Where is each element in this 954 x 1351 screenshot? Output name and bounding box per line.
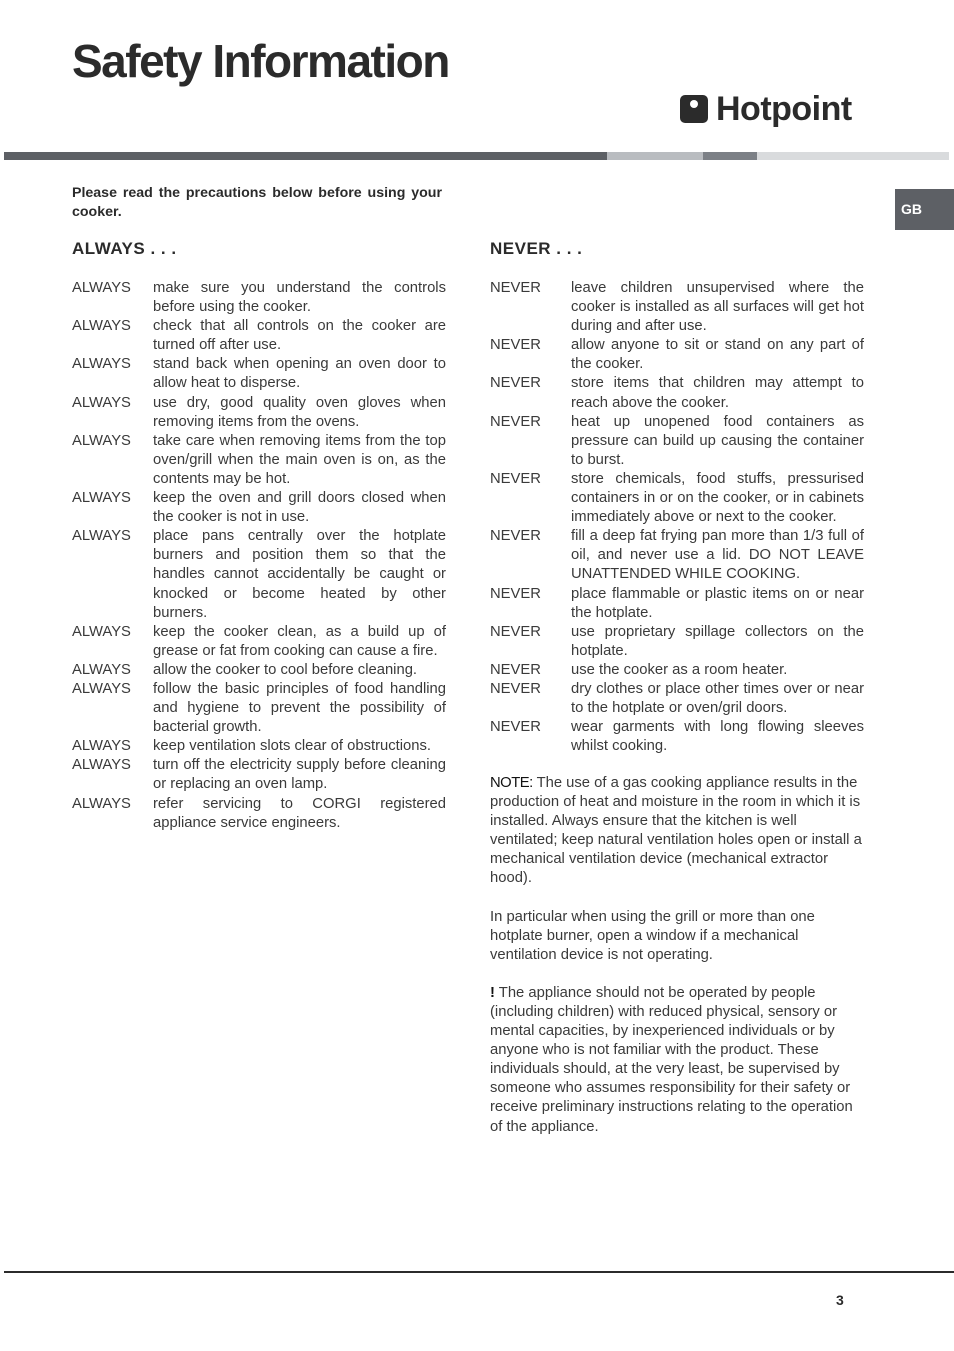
always-rule [72,317,446,355]
rule-keyword: ALWAYS [72,490,131,507]
never-rule [490,585,864,623]
rule-keyword: NEVER [490,528,541,545]
always-rule [72,355,446,393]
intro-text: Please read the precautions below before using your cooker. [72,185,442,220]
brand-name: Hotpoint [716,90,852,128]
note-label: NOTE: [490,775,533,791]
hotpoint-logo [680,92,852,126]
rule-text: wear garments with long flowing sleeves whilst cooking. [571,719,864,755]
rule-text: place flammable or plastic items on or near the hotplate. [571,585,864,621]
never-rule [490,336,864,374]
rule-text: allow the cooker to cool before cleaning. [153,661,418,678]
warning-text: The appliance should not be operated by people (including children) with reduced physical, sensory or mental capacities, by inexperienced individuals or by anyone who is not familiar with the product. These individuals should, at the very least, be supervised by someone who assumes responsibility for their safety or receive preliminary instructions relating to the operation of the appliance. [490,984,853,1135]
rule-keyword: ALWAYS [72,394,131,411]
rule-keyword: NEVER [490,280,541,296]
never-rule [490,661,864,680]
rule-text: keep the oven and grill doors closed when the cooker is not in use. [153,490,446,526]
rule-text: place pans centrally over the hotplate burners and position them so that the handles cannot accidentally be caught or knocked or become heated by other burners. [153,528,446,621]
header-divider-bar [757,152,949,160]
never-rule [490,374,864,412]
always-rule [72,623,446,661]
rule-text: allow anyone to sit or stand on any part of the cooker. [571,337,864,373]
rule-keyword: NEVER [490,661,541,678]
footer-divider [4,1271,954,1273]
rule-keyword: NEVER [490,680,541,697]
hotpoint-logo-icon [680,95,708,123]
warning-icon: ! [490,984,495,1001]
rule-text: fill a deep fat frying pan more than 1/3 full of oil, and never use a lid. DO NOT LEAVE UNATTENDED WHILE COOKING. [571,528,864,583]
always-rule [72,737,446,756]
never-rule [490,413,864,470]
never-list [490,279,864,756]
rule-keyword: ALWAYS [72,680,131,697]
rule-text: take care when removing items from the top oven/grill when the main oven is on, as the contents may be hot. [153,432,446,487]
page-title: Safety Information [72,35,449,87]
rule-text: check that all controls on the cooker are turned off after use. [153,318,446,354]
rule-keyword: ALWAYS [72,528,131,545]
rule-text: store items that children may attempt to reach above the cooker. [571,375,864,411]
never-rule [490,623,864,661]
ventilation-note [490,774,862,889]
rule-text: stand back when opening an oven door to allow heat to disperse. [153,356,446,392]
never-rule [490,279,864,336]
rule-keyword: NEVER [490,719,541,736]
rule-text: follow the basic principles of food handling and hygiene to prevent the possibility of bacterial growth. [153,680,446,736]
rule-keyword: NEVER [490,413,541,430]
note-text: The use of a gas cooking appliance results in the production of heat and moisture in the room in which it is installed. Always ensure that the kitchen is well ventilated; keep natural ventilation holes open or install a mechanical ventilation device (mechanical extractor hood). [490,775,862,887]
never-rule [490,718,864,756]
rule-text: use dry, good quality oven gloves when removing items from the ovens. [153,394,446,430]
rule-keyword: ALWAYS [72,738,131,755]
rule-text: use proprietary spillage collectors on the hotplate. [571,623,864,659]
page-number: 3 [836,1292,844,1308]
rule-keyword: ALWAYS [72,661,131,678]
rule-keyword: NEVER [490,337,541,354]
rule-keyword: NEVER [490,375,541,392]
rule-keyword: ALWAYS [72,432,131,449]
always-rule [72,394,446,432]
rule-keyword: NEVER [490,623,541,640]
language-tab-gb: GB [895,189,954,230]
rule-keyword: NEVER [490,470,541,487]
rule-text: make sure you understand the controls before using the cooker. [153,280,446,316]
rule-keyword: ALWAYS [72,280,131,296]
rule-keyword: ALWAYS [72,623,131,640]
rule-keyword: ALWAYS [72,318,131,335]
rule-text: store chemicals, food stuffs, pressurised containers in or on the cooker, or in cabinets immediately above or next to the cooker. [571,470,864,526]
always-rule [72,489,446,527]
rule-keyword: ALWAYS [72,356,131,373]
rule-keyword: ALWAYS [72,795,131,812]
never-rule [490,470,864,527]
rule-text: use the cooker as a room heater. [571,661,788,678]
rule-text: refer servicing to CORGI registered appliance service engineers. [153,795,446,831]
header-divider-bar [4,152,607,160]
grill-note: In particular when using the grill or more than one hotplate burner, open a window if a mechanical ventilation device is not operating. [490,908,815,963]
notes-section [490,774,862,1156]
rule-keyword: NEVER [490,585,541,602]
never-heading: NEVER . . . [490,239,583,258]
never-rule [490,680,864,718]
never-rule [490,527,864,584]
rule-keyword: ALWAYS [72,757,131,774]
rule-text: turn off the electricity supply before cleaning or replacing an oven lamp. [153,757,446,793]
warning-note [490,984,862,1137]
always-list [72,279,446,833]
rule-text: heat up unopened food containers as pressure can build up causing the container to burst. [571,413,864,468]
header-divider-bar [607,152,703,160]
always-rule [72,432,446,489]
header-divider-bar [703,152,757,160]
rule-text: keep ventilation slots clear of obstructions. [153,738,431,755]
always-rule [72,756,446,794]
always-rule [72,661,446,680]
rule-text: keep the cooker clean, as a build up of grease or fat from cooking can cause a fire. [153,623,446,659]
always-rule [72,279,446,317]
always-rule [72,795,446,833]
always-rule [72,527,446,622]
rule-text: dry clothes or place other times over or near to the hotplate or oven/gril doors. [571,680,864,717]
always-rule [72,680,446,737]
rule-text: leave children unsupervised where the cooker is installed as all surfaces will get hot during and after use. [571,280,864,335]
always-heading: ALWAYS . . . [72,239,177,258]
